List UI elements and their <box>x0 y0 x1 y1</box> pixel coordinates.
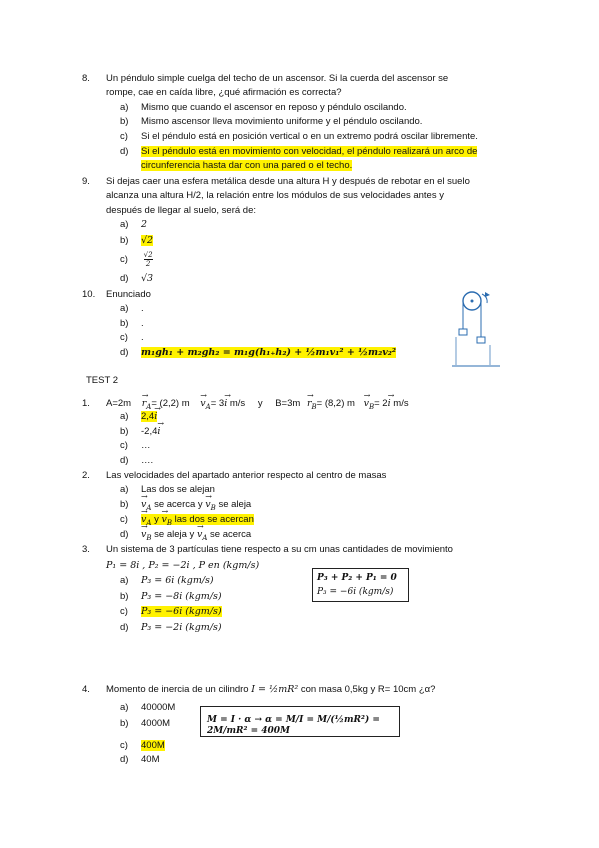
question-text-line: Un péndulo simple cuelga del techo de un ascensor. Si la cuerda del ascensor se <box>106 73 449 84</box>
option-t2c: $c)\to v_A$ $y \to v_B$ las dos se acercan <box>120 513 254 530</box>
option-10a: a) . <box>120 303 144 314</box>
test2-question-4: 4. Momento de inercia de un cilindro I = ½mR² con masa 0,5kg y R= 10cm ¿α? <box>82 684 436 695</box>
option-9b: b) √2 <box>120 235 154 246</box>
option-t2b: $b)\to v_A$ se acerca $y \to v_B$ se aleja <box>120 498 251 515</box>
option-9c: c) $\frac{√2}{2}$ <box>120 251 153 268</box>
option-10d: d) m₁gh₁ + m₂gh₂ = m₁g(h₁₊h₂) + ½m₁v₁² + ½m₂v₂² <box>120 347 397 358</box>
option-t2a: a) Las dos se alejan <box>120 484 215 495</box>
option-8b: b) Mismo ascensor lleva movimiento uniforme y el péndulo oscilando. <box>120 116 423 127</box>
question-number: 8. <box>82 73 90 84</box>
highlighted-answer: m₁gh₁ + m₂gh₂ = m₁g(h₁₊h₂) + ½m₁v₁² + ½m₂v₂² <box>141 347 397 358</box>
option-t1b: b) -2,4→ i <box>120 425 160 439</box>
option-t4d: d) 40M <box>120 754 160 765</box>
option-t3d: d) P₃ = −2i (kgm/s) <box>120 622 222 633</box>
highlighted-answer: Si el péndulo está en movimiento con velocidad, el péndulo realizará un arco de <box>141 146 478 157</box>
test2-question-3: 3. Un sistema de 3 partículas tiene respecto a su cm unas cantidades de movimiento P₁ = 8i , P₂ = −2i , P en (kgm/s) <box>82 544 453 572</box>
question-number: 10. <box>82 289 96 300</box>
test2-question-1: 1. $A=2m \to r_A= (2,2) m \to v_A= 3\to i$ m/s y $B=3m \to r_B= (8,2) m \to v_B= 2\to i$ m/s <box>106 397 526 414</box>
highlighted-answer: 400M <box>141 740 165 751</box>
option-t3a: a) P₃ = 6i (kgm/s) <box>120 575 214 586</box>
option-8d-cont: circunferencia hasta dar con una pared o el techo. <box>141 160 353 171</box>
test2-question-2: 2. Las velocidades del apartado anterior respecto al centro de masas <box>82 470 387 481</box>
question-text-line: rompe, cae en caída libre, ¿qué afirmación es correcta? <box>106 87 342 99</box>
option-t3c: c) P₃ = −6i (kgm/s) <box>120 606 222 617</box>
option-10c: c) . <box>120 332 144 343</box>
option-10b: b) . <box>120 318 144 329</box>
option-t2d: $d)\to v_B$ se aleja $y \to v_A$ se acerca <box>120 528 251 545</box>
highlighted-answer: → $v_A$ $y \to v_B$ las dos se acercan <box>141 514 254 525</box>
answer-box-t4: M = I · α → α = M/I = M/(½mR²) = 2M/mR² = 400M <box>200 706 400 737</box>
question-number: 9. <box>82 176 90 187</box>
option-9a: a) 2 <box>120 219 148 230</box>
option-t4c: c) 400M <box>120 740 165 751</box>
option-t1d: d) …. <box>120 455 154 466</box>
highlighted-answer: P₃ = −6i (kgm/s) <box>141 606 222 617</box>
option-t3b: b) P₃ = −8i (kgm/s) <box>120 591 222 602</box>
section-title: TEST 2 <box>86 375 119 386</box>
option-t1a: a) 2,4→ i <box>120 410 157 424</box>
answer-box-t3: P₃ + P₂ + P₁ = 0 P₃ = −6i (kgm/s) <box>312 568 409 602</box>
option-t4b: b) 4000M <box>120 718 171 729</box>
question-10: 10. Enunciado <box>106 288 516 302</box>
option-8a: a) Mismo que cuando el ascensor en reposo y péndulo oscilando. <box>120 102 407 113</box>
question-8 <box>82 72 516 101</box>
option-9d: d) √3 <box>120 273 154 284</box>
question-9: 9. Si dejas caer una esfera metálica desde una altura H y después de rebotar en el suelo alcanza una altura H/2, la relación entre los módulos de sus velocidades antes y después de llegar al suelo, será de: <box>82 176 470 216</box>
option-t1c: c) … <box>120 440 151 451</box>
option-8c: c) Si el péndulo está en posición vertical o en un extremo podrá oscilar libremente. <box>120 131 478 142</box>
option-8d: d) Si el péndulo está en movimiento con velocidad, el péndulo realizará un arco de <box>120 146 478 157</box>
highlighted-answer: √2 <box>141 235 154 246</box>
pulley-diagram <box>452 289 502 369</box>
option-t4a: a) 40000M <box>120 702 176 713</box>
fraction: $\frac{√2}{2}$ <box>143 251 153 268</box>
